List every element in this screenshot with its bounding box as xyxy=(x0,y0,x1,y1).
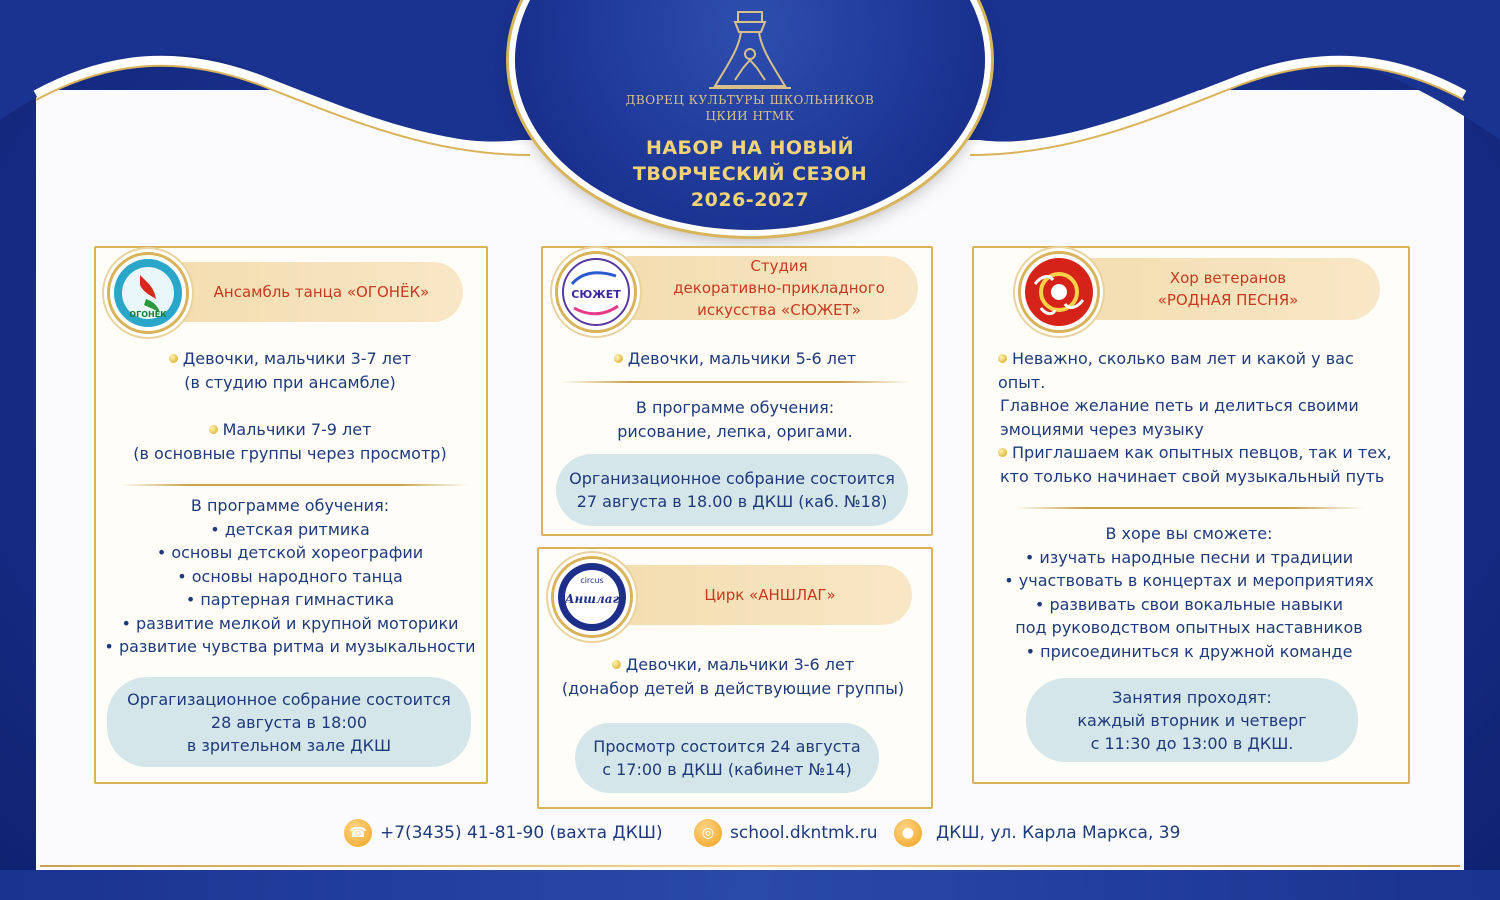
choir-p1-line2: Главное желание петь и делиться своими xyxy=(1000,396,1359,415)
syuzhet-program xyxy=(545,396,925,443)
anshlag-meeting-line1: Просмотр состоится 24 августа xyxy=(593,737,861,756)
bullet-icon xyxy=(169,354,178,363)
ogonek-item2 xyxy=(100,418,480,465)
choir-paragraph1 xyxy=(998,347,1402,441)
syuzhet-title-pill xyxy=(600,256,918,320)
ogonek-meeting-line2: 28 августа в 18:00 xyxy=(210,712,368,732)
ogonek-badge xyxy=(107,252,189,334)
ogonek-meeting-line3: в зрительном зале ДКШ xyxy=(186,735,392,755)
syuzhet-program-line2: рисование, лепка, оригами. xyxy=(617,421,853,441)
ogonek-program-item: • развитие чувства ритма и музыкальности xyxy=(104,637,476,656)
ogonek-item1 xyxy=(100,347,480,394)
ogonek-meeting-box xyxy=(107,677,471,767)
choir-can-item: • изучать народные песни и традиции xyxy=(1024,547,1354,567)
ogonek-item2-a: Мальчики 7-9 лет xyxy=(222,420,372,439)
anshlag-item1-a: Девочки, мальчики 3-6 лет xyxy=(625,655,855,674)
location-pin-icon: ● xyxy=(894,819,922,847)
syuzhet-item1 xyxy=(545,347,925,371)
syuzhet-title-line2: декоративно-прикладного xyxy=(673,279,885,297)
syuzhet-program-line1: В программе обучения: xyxy=(635,398,835,417)
choir-can-item: • развивать свои вокальные навыки xyxy=(1034,594,1344,614)
org-name-line2: ЦКИИ НТМК xyxy=(705,109,795,123)
ogonek-separator xyxy=(120,484,468,486)
choir-can-list xyxy=(980,522,1398,663)
anshlag-badge-top: circus xyxy=(580,576,604,585)
bullet-icon xyxy=(209,425,218,434)
bullet-icon xyxy=(614,354,623,363)
choir-schedule-line1: Занятия проходят: xyxy=(1112,687,1272,707)
choir-p2-line2: кто только начинает свой музыкальный путь xyxy=(1000,466,1385,486)
syuzhet-item1-text: Девочки, мальчики 5-6 лет xyxy=(627,349,857,368)
headline-line2: ТВОРЧЕСКИЙ СЕЗОН xyxy=(632,163,868,185)
choir-can-item: • участвовать в концертах и мероприятиях xyxy=(1004,571,1374,590)
syuzhet-meeting-line1: Организационное собрание состоится xyxy=(569,469,895,488)
headline-line3: 2026-2027 xyxy=(690,189,810,211)
choir-paragraph2 xyxy=(998,441,1402,488)
anshlag-meeting-box xyxy=(575,723,879,793)
ogonek-program-item: • развитие мелкой и крупной моторики xyxy=(121,613,459,633)
bottom-gold-line xyxy=(40,865,1460,867)
footer-address xyxy=(894,818,1180,848)
anshlag-item1-b: (донабор детей в действующие группы) xyxy=(561,678,905,698)
syuzhet-badge-text: СЮЖЕТ xyxy=(571,288,621,301)
syuzhet-meeting-box xyxy=(556,454,908,526)
choir-schedule-box xyxy=(1026,678,1358,762)
bottom-band xyxy=(0,870,1500,900)
bullet-icon xyxy=(612,660,621,669)
ogonek-meeting-line1: Оргагизационное собрание состоится xyxy=(127,689,451,709)
choir-separator xyxy=(1014,507,1364,509)
folk-ornament-icon xyxy=(1021,254,1097,330)
choir-can-item: • присоединиться к дружной команде xyxy=(1025,641,1353,661)
svg-text:★: ★ xyxy=(612,573,621,584)
footer-phone[interactable] xyxy=(344,818,663,848)
choir-schedule-line2: каждый вторник и четверг xyxy=(1077,710,1307,730)
footer-site-link[interactable] xyxy=(694,818,878,848)
anshlag-badge-main: Аншлаг xyxy=(564,592,620,606)
anshlag-badge xyxy=(551,556,633,638)
choir-title-line1: Хор ветеранов xyxy=(1169,269,1287,287)
choir-p1-line3: эмоциями через музыку xyxy=(1000,419,1204,439)
syuzhet-logo-icon xyxy=(558,254,634,330)
choir-badge xyxy=(1018,251,1100,333)
choir-schedule-line3: с 11:30 до 13:00 в ДКШ. xyxy=(1090,733,1294,753)
bullet-icon xyxy=(998,448,1007,457)
globe-icon: ◎ xyxy=(694,819,722,847)
anshlag-title: Цирк «АНШЛАГ» xyxy=(704,586,836,604)
ogonek-program-title: В программе обучения: xyxy=(190,496,390,515)
ogonek-program-item: • основы детской хореографии xyxy=(156,543,424,562)
ogonek-logo-icon xyxy=(110,255,186,331)
syuzhet-title-line1: Студия xyxy=(750,257,808,275)
ogonek-program-item: • детская ритмика xyxy=(210,519,370,539)
ogonek-title-pill xyxy=(150,262,463,322)
choir-title-line2: «РОДНАЯ ПЕСНЯ» xyxy=(1157,291,1299,309)
syuzhet-title-line3: искусства «СЮЖЕТ» xyxy=(697,301,861,319)
ogonek-item1-b: (в студию при ансамбле) xyxy=(184,372,396,392)
org-name-line1: ДВОРЕЦ КУЛЬТУРЫ ШКОЛЬНИКОВ xyxy=(625,93,875,107)
footer-address-text: ДКШ, ул. Карла Маркса, 39 xyxy=(936,823,1181,843)
choir-p1-line1: Неважно, сколько вам лет и какой у вас опыт. xyxy=(998,349,1354,392)
anshlag-logo-icon xyxy=(554,559,630,635)
ogonek-item1-a: Девочки, мальчики 3-7 лет xyxy=(182,349,412,368)
syuzhet-meeting-line2: 27 августа в 18.00 в ДКШ (каб. №18) xyxy=(576,492,888,511)
ogonek-program xyxy=(100,494,480,659)
footer-site-text: school.dkntmk.ru xyxy=(730,823,878,843)
choir-p2-line1: Приглашаем как опытных певцов, так и тех, xyxy=(1012,443,1392,462)
palace-logo-icon xyxy=(705,8,795,93)
ogonek-program-item: • партерная гимнастика xyxy=(185,590,395,609)
ogonek-program-item: • основы народного танца xyxy=(177,566,403,586)
phone-icon: ☎ xyxy=(344,819,372,847)
footer-phone-text: +7(3435) 41-81-90 (вахта ДКШ) xyxy=(380,823,663,843)
anshlag-meeting-line2: с 17:00 в ДКШ (кабинет №14) xyxy=(602,760,852,779)
ogonek-item2-b: (в основные группы через просмотр) xyxy=(133,443,447,463)
choir-can-item: под руководством опытных наставников xyxy=(1015,618,1363,637)
syuzhet-badge xyxy=(555,251,637,333)
choir-can-title: В хоре вы сможете: xyxy=(1105,524,1273,543)
syuzhet-separator xyxy=(560,381,910,383)
anshlag-item1 xyxy=(541,653,925,700)
ogonek-title: Ансамбль танца «ОГОНЁК» xyxy=(213,283,430,301)
headline-line1: НАБОР НА НОВЫЙ xyxy=(645,137,855,159)
ogonek-badge-text: ОГОНЁК xyxy=(129,310,167,319)
bullet-icon xyxy=(998,354,1007,363)
anshlag-title-pill xyxy=(598,565,912,625)
